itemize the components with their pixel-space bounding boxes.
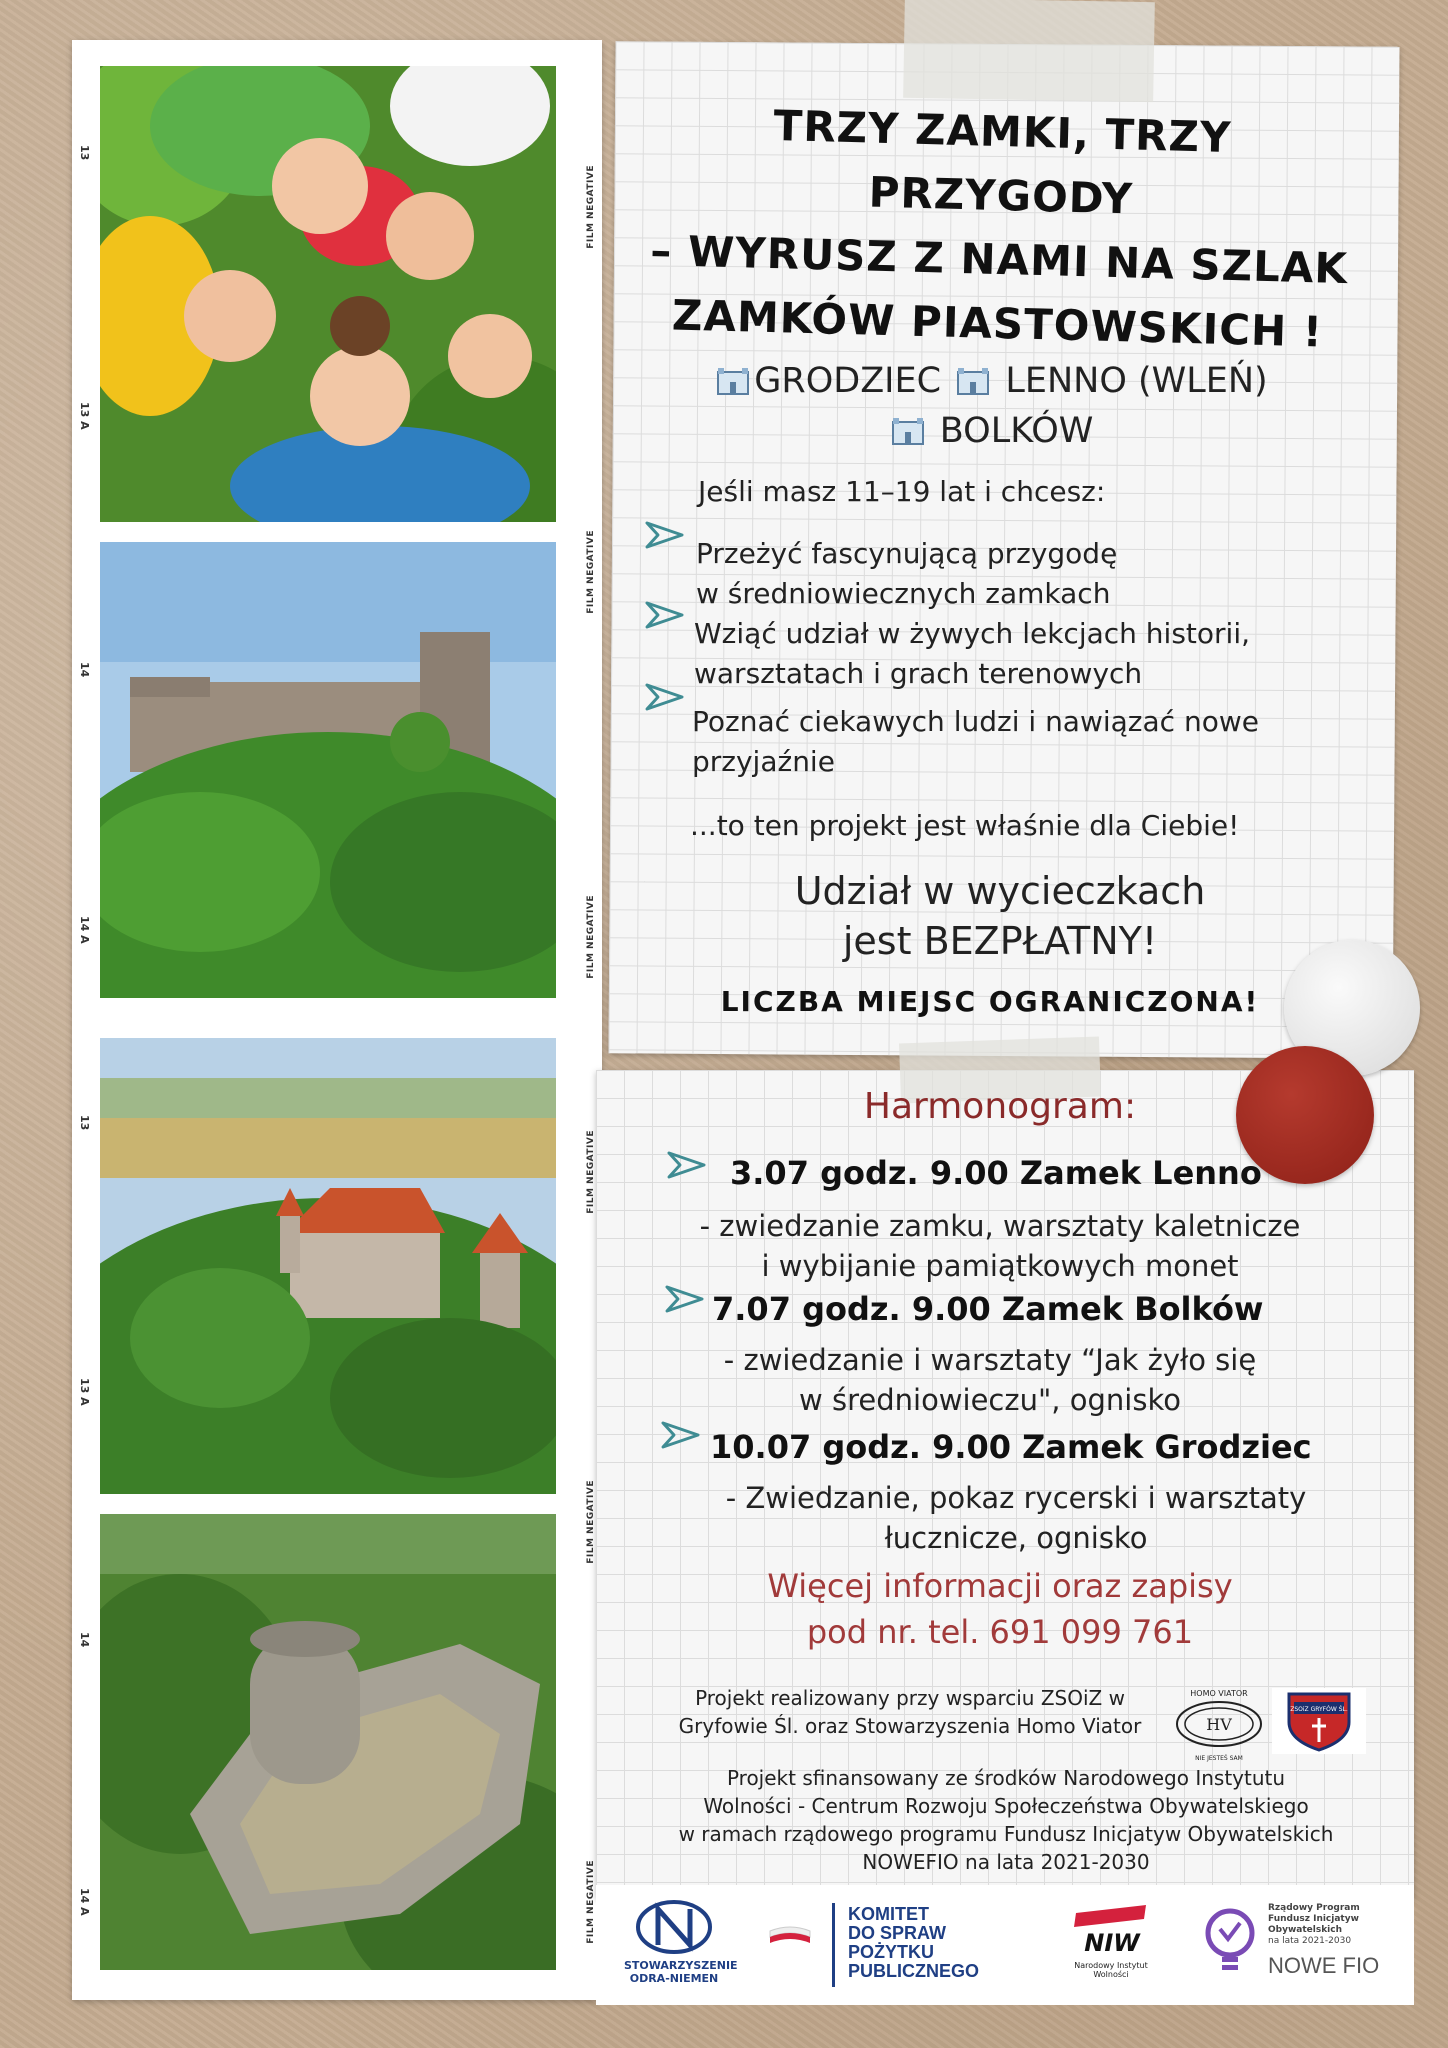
film-negative-label: FILM NEGATIVE: [586, 1860, 596, 1944]
support-line: Gryfowie Śl. oraz Stowarzyszenia Homo Viator: [678, 1714, 1142, 1738]
fio-line: Obywatelskich: [1268, 1925, 1343, 1935]
castle-icon: [891, 416, 925, 446]
event-heading: 7.07 godz. 9.00 Zamek Bolków: [712, 1290, 1264, 1328]
homo-viator-bottom-text: NIE JESTEŚ SAM: [1195, 1755, 1243, 1762]
film-negative-label: FILM NEGATIVE: [586, 165, 596, 249]
castle-icon: [716, 366, 750, 396]
divider: [832, 1903, 835, 1987]
film-strip: [72, 40, 602, 2000]
photo-castle-bolkow: [100, 542, 556, 998]
school-badge-text: ZSOiZ GRYFÓW ŚL.: [1290, 1706, 1348, 1713]
arrow-icon: [666, 1150, 708, 1180]
niw-text: NIW: [1084, 1929, 1140, 1957]
funding-text: [616, 1764, 1396, 1876]
school-badge-logo: [1272, 1688, 1366, 1754]
fio-name: NOWE FIO: [1268, 1953, 1380, 1978]
funding-line: Wolności - Centrum Rozwoju Społeczeństwa Obywatelskiego: [703, 1794, 1309, 1818]
castle-list: [660, 356, 1320, 456]
funding-line: w ramach rządowego programu Fundusz Inicjatyw Obywatelskich: [678, 1822, 1334, 1846]
project-for-you: ...to ten projekt jest właśnie dla Ciebie!: [690, 809, 1240, 842]
film-number: 14 A: [78, 1888, 91, 1916]
free-line: Udział w wycieczkach: [794, 869, 1206, 913]
odra-niemen-line: STOWARZYSZENIE: [624, 1959, 738, 1972]
event-description: [620, 1206, 1380, 1286]
event-heading: 3.07 godz. 9.00 Zamek Lenno: [730, 1154, 1262, 1192]
castle-name: BOLKÓW: [939, 411, 1094, 451]
homo-viator-top-text: HOMO VIATOR: [1190, 1689, 1248, 1698]
film-number: 13 A: [78, 1378, 91, 1406]
phone-number: pod nr. tel. 691 099 761: [806, 1613, 1194, 1651]
support-line: Projekt realizowany przy wsparciu ZSOiZ w: [695, 1686, 1125, 1710]
event-desc-line: i wybijanie pamiątkowych monet: [761, 1249, 1239, 1283]
film-number: 14 A: [78, 916, 91, 944]
film-number: 14: [78, 1632, 91, 1648]
event-description: [626, 1478, 1406, 1558]
more-info: [620, 1563, 1380, 1655]
homo-viator-logo: [1174, 1684, 1264, 1764]
funding-line: Projekt sfinansowany ze środków Narodowego Instytutu: [726, 1766, 1286, 1790]
title-line: ZAMKÓW PIASTOWSKICH !: [671, 290, 1324, 357]
film-number: 13: [78, 145, 91, 161]
photo-children: [100, 66, 556, 522]
photo-castle-lenno: [100, 1038, 556, 1494]
event-description: [610, 1340, 1370, 1420]
polish-flag-icon: [768, 1921, 812, 1951]
title-line: – WYRUSZ Z NAMI NA SZLAK: [649, 225, 1349, 294]
bullet-line: Przeżyć fascynującą przygodę: [696, 537, 1118, 570]
film-negative-label: FILM NEGATIVE: [586, 530, 596, 614]
bullet-line: Poznać ciekawych ludzi i nawiązać nowe: [692, 705, 1259, 738]
funding-line: NOWEFIO na lata 2021-2030: [862, 1850, 1150, 1874]
page-title: [637, 91, 1363, 366]
film-negative-label: FILM NEGATIVE: [586, 1130, 596, 1214]
limited-places: LICZBA MIEJSC OGRANICZONA!: [720, 985, 1260, 1018]
support-text: [640, 1684, 1180, 1740]
free-line: jest BEZPŁATNY!: [842, 919, 1158, 963]
bullet-line: przyjaźnie: [692, 745, 835, 778]
photo-castle-grodziec: [100, 1514, 556, 1970]
komitet-line: PUBLICZNEGO: [848, 1961, 980, 1981]
event-desc-line: - zwiedzanie zamku, warsztaty kaletnicze: [699, 1209, 1301, 1243]
bullet-item: [696, 534, 1117, 614]
arrow-icon: [644, 520, 686, 550]
event-heading: 10.07 godz. 9.00 Zamek Grodziec: [710, 1428, 1312, 1466]
odra-niemen-icon: [634, 1899, 714, 1955]
bullet-line: warsztatach i grach terenowych: [694, 657, 1143, 690]
niw-logo: [1056, 1901, 1166, 1993]
intro-text: Jeśli masz 11–19 lat i chcesz:: [698, 475, 1106, 508]
nowe-fio-logo: [1202, 1901, 1402, 1993]
sponsor-logos-bar: [596, 1885, 1414, 2005]
title-line: TRZY ZAMKI, TRZY PRZYGODY: [773, 101, 1233, 224]
event-desc-line: - zwiedzanie i warsztaty “Jak żyło się: [723, 1343, 1257, 1377]
bullet-item: [694, 614, 1250, 694]
free-participation: [680, 866, 1320, 966]
fio-line: na lata 2021-2030: [1268, 1936, 1352, 1946]
lightbulb-icon: [1202, 1907, 1258, 1977]
arrow-icon: [664, 1284, 706, 1314]
niw-icon: [1066, 1901, 1156, 1957]
event-desc-line: w średniowieczu", ognisko: [799, 1383, 1181, 1417]
odra-niemen-line: ODRA-NIEMEN: [629, 1972, 719, 1985]
komitet-logo: [848, 1905, 979, 1981]
castle-name: LENNO (WLEŃ): [1005, 361, 1268, 401]
tape: [903, 0, 1155, 102]
event-desc-line: łucznicze, ognisko: [884, 1521, 1148, 1555]
odra-niemen-logo: [624, 1899, 738, 1995]
info-line: Więcej informacji oraz zapisy: [767, 1567, 1233, 1605]
film-number: 13 A: [78, 402, 91, 430]
fio-line: Rządowy Program: [1268, 1903, 1360, 1913]
bullet-line: Wziąć udział w żywych lekcjach historii,: [694, 617, 1250, 650]
film-number: 14: [78, 662, 91, 678]
komitet-line: POŻYTKU: [848, 1942, 935, 1962]
event-desc-line: - Zwiedzanie, pokaz rycerski i warsztaty: [725, 1481, 1307, 1515]
fio-line: Fundusz Inicjatyw: [1268, 1914, 1359, 1924]
arrow-icon: [644, 600, 686, 630]
schedule-title: Harmonogram:: [863, 1086, 1137, 1127]
film-number: 13: [78, 1115, 91, 1131]
bullet-line: w średniowiecznych zamkach: [696, 577, 1111, 610]
castle-icon: [956, 366, 990, 396]
komitet-line: KOMITET: [848, 1904, 929, 1924]
arrow-icon: [644, 682, 686, 712]
niw-subtitle: Narodowy Instytut Wolności: [1074, 1961, 1148, 1979]
film-negative-label: FILM NEGATIVE: [586, 1480, 596, 1564]
komitet-line: DO SPRAW: [848, 1923, 947, 1943]
svg-text:HV: HV: [1206, 1715, 1232, 1734]
arrow-icon: [660, 1420, 702, 1450]
film-negative-label: FILM NEGATIVE: [586, 895, 596, 979]
bullet-item: [692, 702, 1259, 782]
castle-name: GRODZIEC: [754, 361, 942, 401]
